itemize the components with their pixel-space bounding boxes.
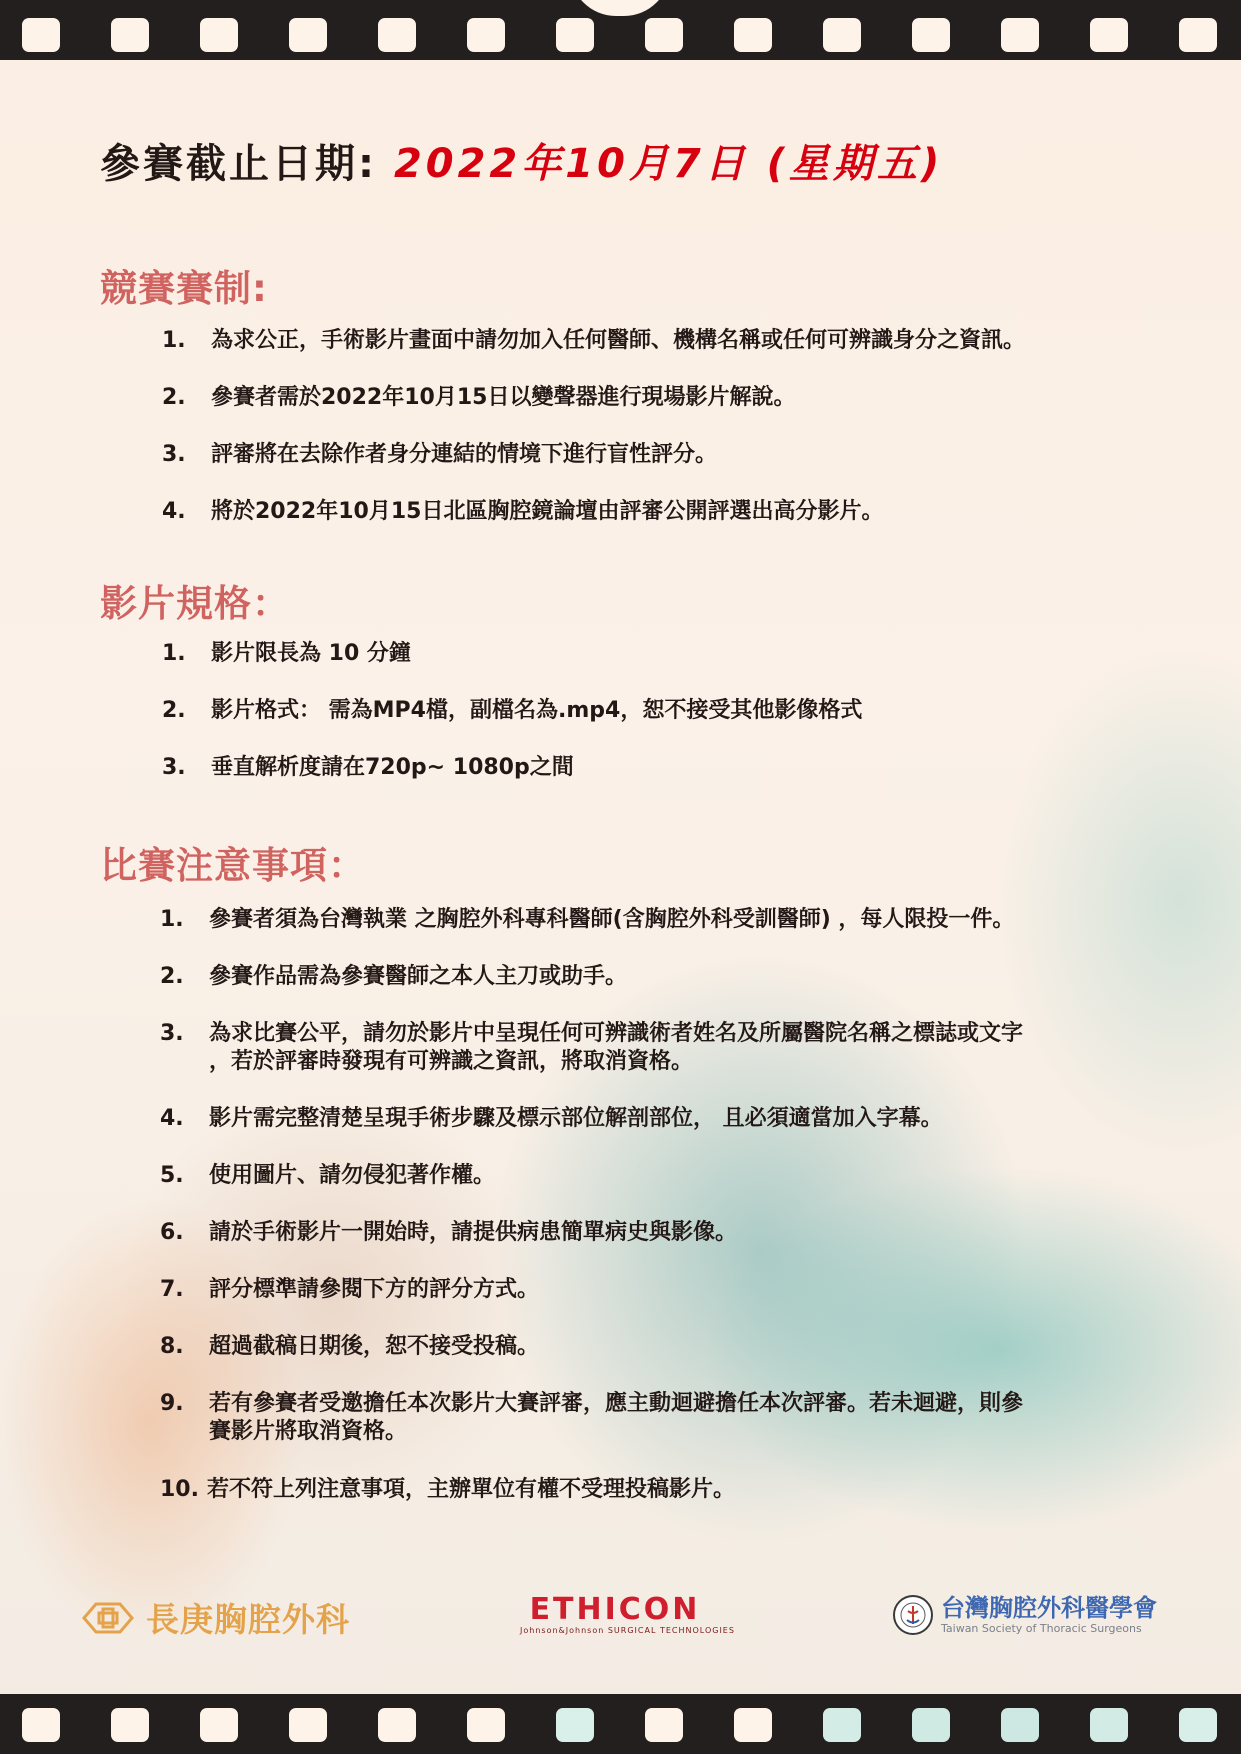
item-text: 參賽作品需為參賽醫師之本人主刀或助手。	[209, 964, 628, 989]
item-number: 1.	[162, 641, 186, 666]
notes-heading: 比賽注意事項：	[100, 844, 366, 887]
tsts-name-zh: 台灣胸腔外科醫學會	[941, 1594, 1157, 1622]
item-text: 影片格式： 需為MP4檔，副檔名為.mp4，恕不接受其他影像格式	[211, 698, 863, 723]
ethicon-logo	[520, 1592, 735, 1635]
item-number: 3.	[160, 1021, 184, 1046]
item-text: 為求公正，手術影片畫面中請勿加入任何醫師、機構名稱或任何可辨識身分之資訊。	[211, 328, 1026, 353]
film-hole	[1001, 1708, 1039, 1742]
film-hole	[289, 18, 327, 52]
film-hole	[734, 1708, 772, 1742]
specs-heading: 影片規格：	[100, 582, 290, 625]
film-hole	[467, 1708, 505, 1742]
film-hole	[378, 18, 416, 52]
film-hole	[1090, 18, 1128, 52]
tsts-logo	[893, 1594, 1157, 1635]
film-hole	[912, 18, 950, 52]
ethicon-subtitle: Johnson&Johnson SURGICAL TECHNOLOGIES	[520, 1626, 735, 1635]
item-number: 10.	[160, 1477, 199, 1502]
rules-heading: 競賽賽制:	[100, 267, 268, 310]
rules-item	[162, 441, 1162, 471]
item-text-line2: 賽影片將取消資格。	[209, 1419, 408, 1444]
specs-item	[162, 640, 1162, 670]
notes-item	[160, 906, 1160, 936]
film-hole	[645, 1708, 683, 1742]
item-number: 7.	[160, 1277, 184, 1302]
ethicon-brand: ETHICON	[529, 1592, 701, 1627]
film-hole	[200, 18, 238, 52]
film-hole	[467, 18, 505, 52]
item-text-line1: 為求比賽公平，請勿於影片中呈現任何可辨識術者姓名及所屬醫院名稱之標誌或文字	[209, 1021, 1024, 1046]
deadline-label: 參賽截止日期:	[100, 141, 377, 187]
sponsor-logos	[0, 1580, 1241, 1650]
film-hole	[22, 18, 60, 52]
cgmh-cross-icon	[82, 1600, 134, 1636]
notes-item	[160, 1333, 1160, 1363]
notes-item	[160, 1476, 1160, 1506]
top-filmstrip	[0, 0, 1241, 60]
film-hole	[200, 1708, 238, 1742]
film-hole	[556, 18, 594, 52]
notes-item	[160, 1219, 1160, 1249]
film-hole	[1179, 18, 1217, 52]
item-text-line2: ，若於評審時發現有可辨識之資訊，將取消資格。	[209, 1049, 694, 1074]
film-hole	[1001, 18, 1039, 52]
item-text: 影片限長為 10 分鐘	[211, 641, 411, 666]
rules-item	[162, 384, 1162, 414]
item-text: 評審將在去除作者身分連結的情境下進行盲性評分。	[211, 442, 718, 467]
item-text: 請於手術影片一開始時，請提供病患簡單病史與影像。	[209, 1220, 738, 1245]
rules-item	[162, 498, 1162, 528]
item-text: 垂直解析度請在720p~ 1080p之間	[211, 755, 574, 780]
item-text: 參賽者需於2022年10月15日以變聲器進行現場影片解說。	[211, 385, 796, 410]
deadline-date: 2022年10月7日 (星期五)	[393, 141, 944, 187]
item-text: 評分標準請參閱下方的評分方式。	[209, 1277, 540, 1302]
tsts-name-en: Taiwan Society of Thoracic Surgeons	[941, 1622, 1142, 1635]
item-number: 3.	[162, 755, 186, 780]
rules-item	[162, 327, 1162, 357]
item-number: 9.	[160, 1391, 184, 1416]
film-hole	[111, 1708, 149, 1742]
tsts-seal-icon	[893, 1595, 933, 1635]
film-hole	[378, 1708, 416, 1742]
film-hole	[22, 1708, 60, 1742]
film-hole	[645, 18, 683, 52]
item-number: 2.	[162, 385, 186, 410]
item-number: 5.	[160, 1163, 184, 1188]
bottom-filmstrip	[0, 1694, 1241, 1754]
item-number: 2.	[162, 698, 186, 723]
item-text: 影片需完整清楚呈現手術步驟及標示部位解剖部位， 且必須適當加入字幕。	[209, 1106, 943, 1131]
specs-item	[162, 754, 1162, 784]
film-hole	[111, 18, 149, 52]
filmstrip-notch	[570, 0, 670, 16]
item-text: 將於2022年10月15日北區胸腔鏡論壇由評審公開評選出高分影片。	[211, 499, 884, 524]
film-hole	[823, 18, 861, 52]
item-text: 若不符上列注意事項，主辦單位有權不受理投稿影片。	[207, 1477, 736, 1502]
item-text: 使用圖片、請勿侵犯著作權。	[209, 1163, 496, 1188]
item-number: 3.	[162, 442, 186, 467]
item-number: 2.	[160, 964, 184, 989]
film-hole	[734, 18, 772, 52]
notes-item	[160, 1390, 1160, 1448]
notes-item	[160, 1162, 1160, 1192]
notes-item	[160, 1105, 1160, 1135]
cgmh-logo	[82, 1594, 350, 1641]
notes-item	[160, 1020, 1160, 1078]
specs-item	[162, 697, 1162, 727]
film-hole	[289, 1708, 327, 1742]
item-number: 1.	[160, 907, 184, 932]
item-number: 4.	[162, 499, 186, 524]
film-hole	[912, 1708, 950, 1742]
cgmh-name: 長庚胸腔外科	[146, 1600, 350, 1639]
film-hole	[556, 1708, 594, 1742]
film-hole	[823, 1708, 861, 1742]
notes-item	[160, 1276, 1160, 1306]
item-text: 參賽者須為台灣執業 之胸腔外科專科醫師(含胸腔外科受訓醫師) ，每人限投一件。	[209, 907, 1015, 932]
item-number: 4.	[160, 1106, 184, 1131]
film-hole	[1179, 1708, 1217, 1742]
deadline-line	[100, 132, 1200, 189]
film-hole	[1090, 1708, 1128, 1742]
item-text-line1: 若有參賽者受邀擔任本次影片大賽評審，應主動迴避擔任本次評審。若未迴避，則參	[209, 1391, 1024, 1416]
item-number: 8.	[160, 1334, 184, 1359]
item-number: 1.	[162, 328, 186, 353]
notes-item	[160, 963, 1160, 993]
item-text: 超過截稿日期後，恕不接受投稿。	[209, 1334, 540, 1359]
item-number: 6.	[160, 1220, 184, 1245]
